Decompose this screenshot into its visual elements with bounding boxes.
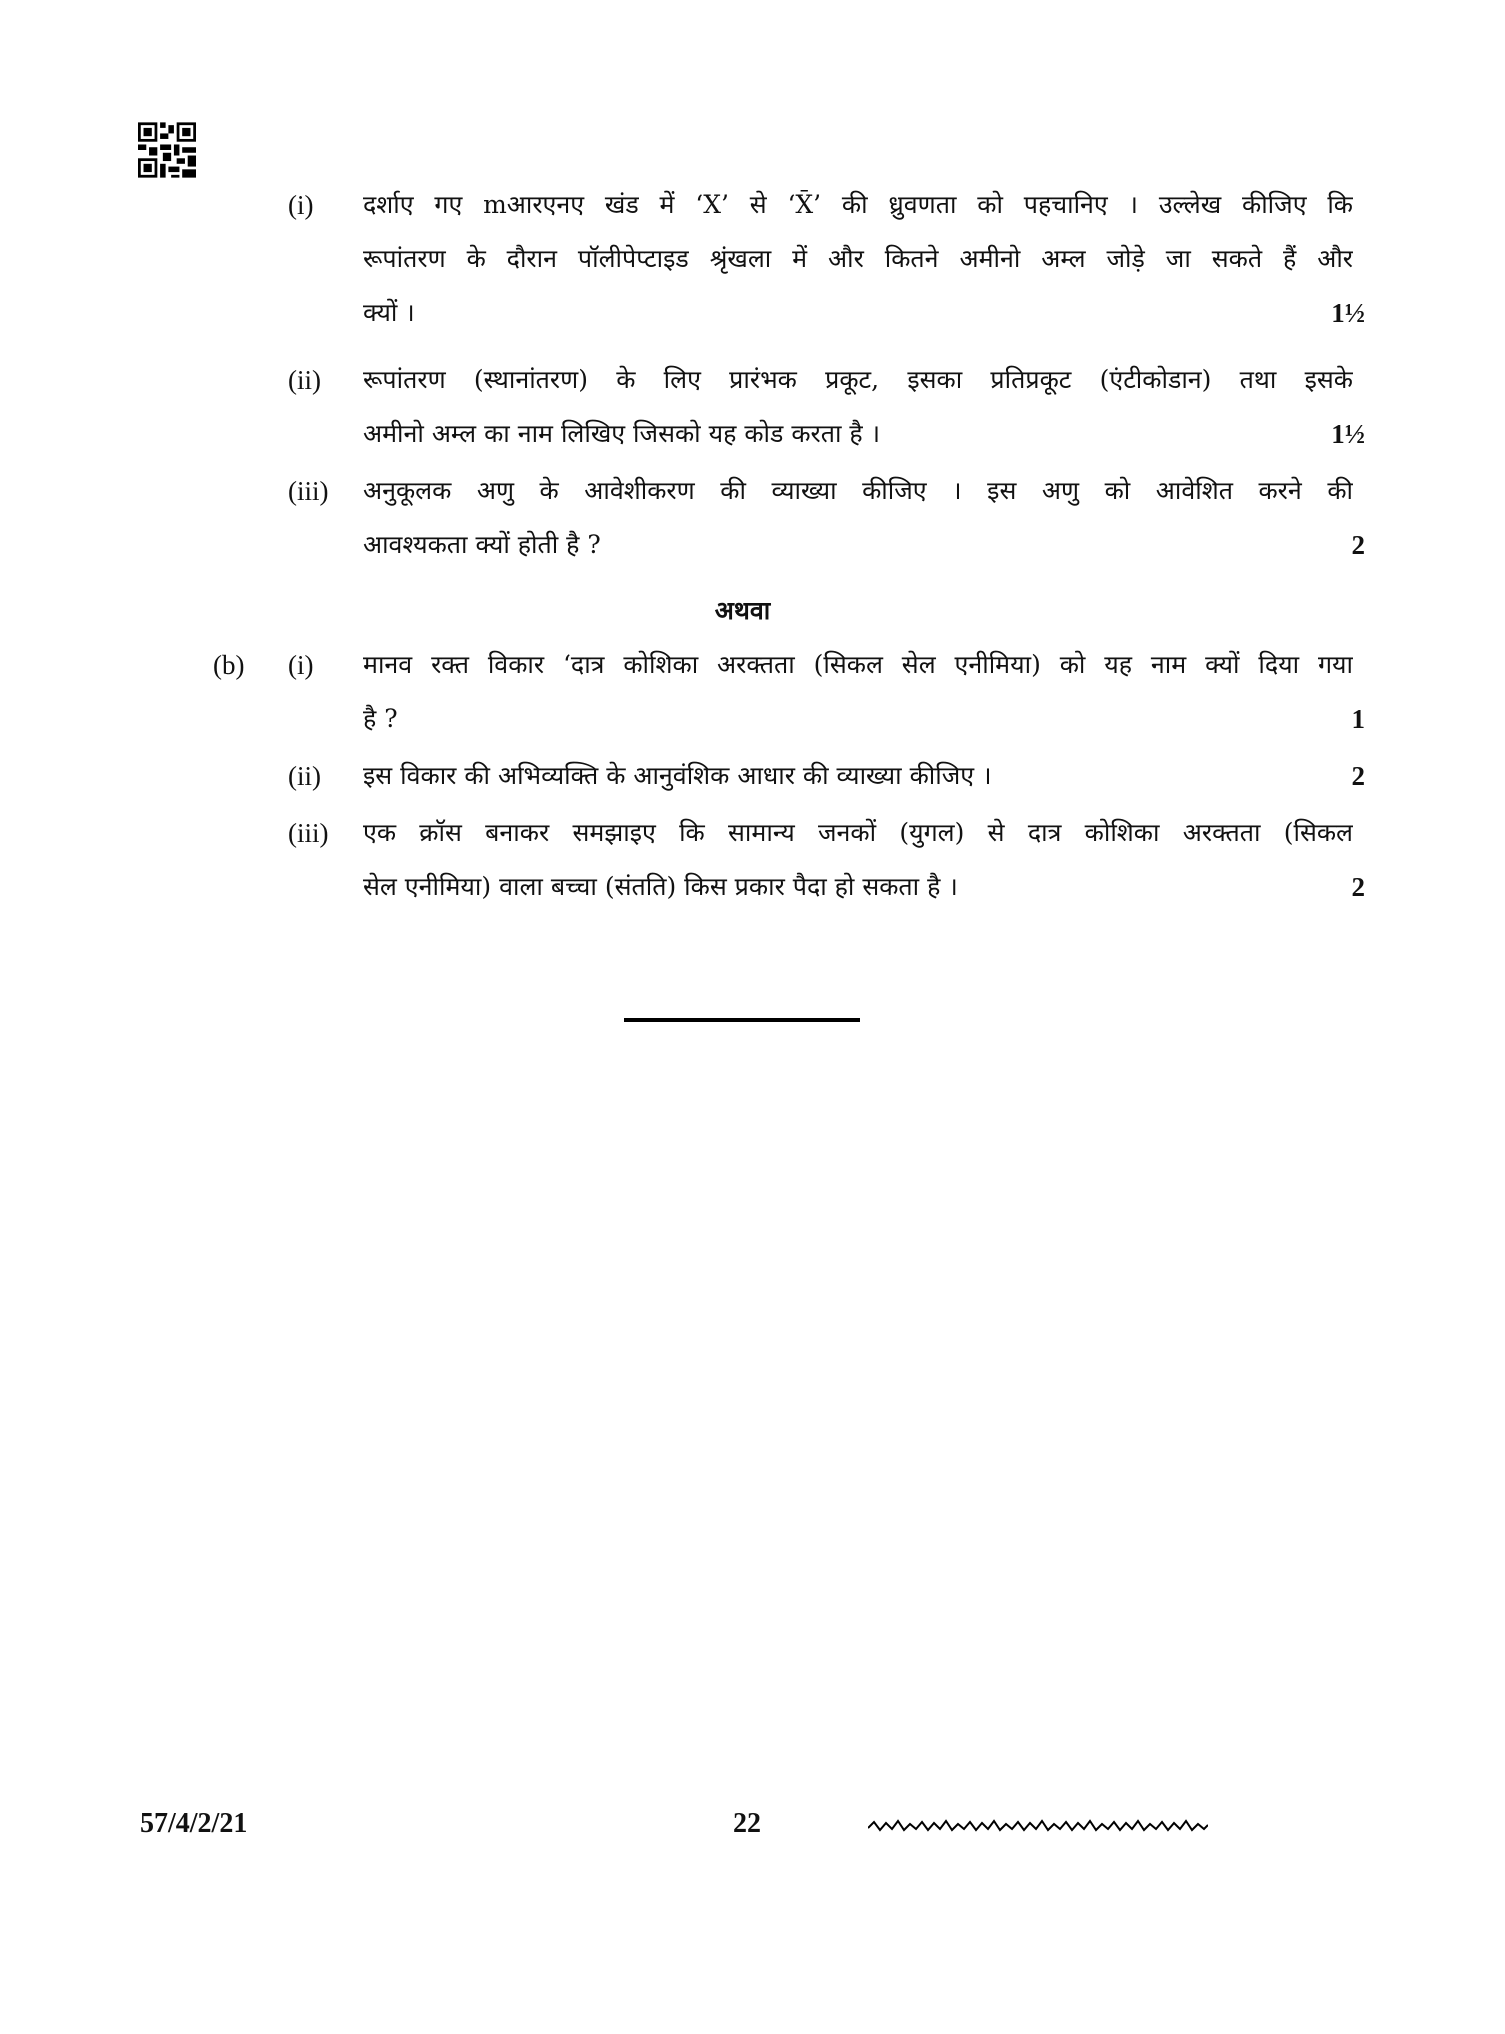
question-text-line: दर्शाए गए mआरएनए खंड में ‘X’ से ‘X̄’ की ध्रुवणता को पहचानिए । उल्लेख कीजिए कि (363, 190, 1353, 219)
question-number: (i) (288, 650, 314, 680)
question-text-line: इस विकार की अभिव्यक्ति के आनुवंशिक आधार की व्याख्या कीजिए । (363, 761, 992, 790)
page-number: 22 (733, 1808, 761, 1839)
question-text-line: है ? (363, 704, 398, 733)
question-number: (ii) (288, 365, 321, 395)
or-heading: अथवा (714, 596, 771, 625)
marks-label: 1½ (1331, 298, 1365, 328)
question-text-line: क्यों । (363, 298, 415, 327)
end-of-section-rule (624, 1018, 860, 1022)
question-text-line: मानव रक्त विकार ‘दात्र कोशिका अरक्तता (सिकल सेल एनीमिया) को यह नाम क्यों दिया गया (363, 650, 1353, 679)
question-number: (i) (288, 190, 314, 220)
marks-label: 1½ (1331, 419, 1365, 449)
question-text-line: अनुकूलक अणु के आवेशीकरण की व्याख्या कीजिए । इस अणु को आवेशित करने की (363, 476, 1353, 505)
qr-code-icon (138, 122, 196, 178)
question-part-label: (b) (213, 650, 245, 680)
paper-code: 57/4/2/21 (140, 1808, 248, 1839)
question-text-line: अमीनो अम्ल का नाम लिखिए जिसको यह कोड करता है । (363, 419, 881, 448)
wavy-line-icon (868, 1818, 1208, 1834)
marks-label: 1 (1351, 704, 1365, 734)
question-number: (iii) (288, 818, 329, 848)
question-number: (iii) (288, 476, 329, 506)
question-number: (ii) (288, 761, 321, 791)
question-text-line: आवश्यकता क्यों होती है ? (363, 530, 601, 559)
question-text-line: एक क्रॉस बनाकर समझाइए कि सामान्य जनकों (युगल) से दात्र कोशिका अरक्तता (सिकल (363, 818, 1353, 847)
marks-label: 2 (1351, 761, 1365, 791)
marks-label: 2 (1351, 530, 1365, 560)
marks-label: 2 (1351, 872, 1365, 902)
question-text-line: सेल एनीमिया) वाला बच्चा (संतति) किस प्रकार पैदा हो सकता है । (363, 872, 958, 901)
question-text-line: रूपांतरण के दौरान पॉलीपेप्टाइड श्रृंखला में और कितने अमीनो अम्ल जोड़े जा सकते हैं और (363, 244, 1353, 273)
question-text-line: रूपांतरण (स्थानांतरण) के लिए प्रारंभक प्रकूट, इसका प्रतिप्रकूट (एंटीकोडान) तथा इसके (363, 365, 1353, 394)
